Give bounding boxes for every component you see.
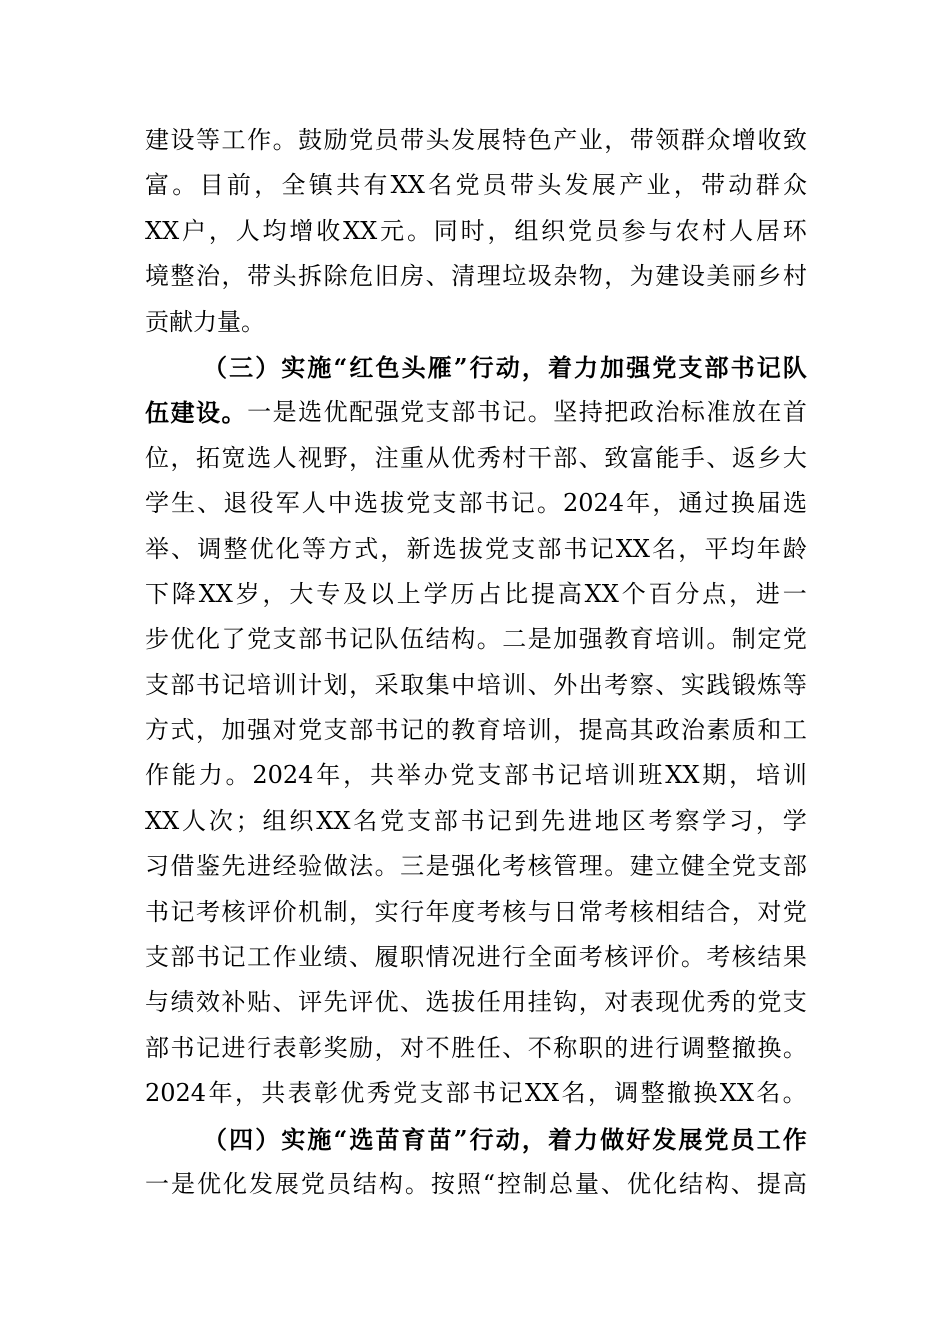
- text-line: 建 设 等 工 作 。 鼓 励 党 员 带 头 发 展 特 色 产 业 ， 带 领 群 众 增 收 致: [145, 126, 807, 154]
- text-line: 书 记 考 核 评 价 机 制 ， 实 行 年 度 考 核 与 日 常 考 核 相 结 合 ， 对 党: [145, 897, 807, 926]
- text-line: 方 式 ， 加 强 对 党 支 部 书 记 的 教 育 培 训 ， 提 高 其 政 治 素 质 和 工: [145, 716, 807, 745]
- text-line: XX 户 ， 人 均 增 收 XX 元 。 同 时 ， 组 织 党 员 参 与 农 村 人 居 环: [145, 216, 807, 245]
- text-line: 富 。 目 前 ， 全 镇 共 有 XX 名 党 员 带 头 发 展 产 业 ， 带 动 群 众: [145, 171, 807, 200]
- text-line: 境 整 治 ， 带 头 拆 除 危 旧 房 、 清 理 垃 圾 杂 物 ， 为 建 设 美 丽 乡 村: [145, 262, 807, 291]
- text-line: 学 生 、 退 役 军 人 中 选 拔 党 支 部 书 记 。 2024 年 ， 通 过 换 届 选: [145, 489, 807, 518]
- text-line: 步 优 化 了 党 支 部 书 记 队 伍 结 构 。 二 是 加 强 教 育 培 训 。 制 定 党: [145, 625, 807, 654]
- text-line: 下 降 XX 岁 ， 大 专 及 以 上 学 历 占 比 提 高 XX 个 百 分 点 ， 进 一: [145, 579, 807, 608]
- text-line: 2024 年 ， 共 表 彰 优 秀 党 支 部 书 记 XX 名 ， 调 整 撤 换 XX 名 。: [145, 1079, 807, 1108]
- text-line: （ 四 ） 实 施 “ 选 苗 育 苗 ” 行 动 ， 着 力 做 好 发 展 党 员 工 作: [203, 1124, 807, 1154]
- text-line: 一 是 优 化 发 展 党 员 结 构 。 按 照 “ 控 制 总 量 、 优 化 结 构 、 提 高: [145, 1169, 807, 1198]
- document-body: [145, 118, 807, 1207]
- text-line: 支 部 书 记 工 作 业 绩 、 履 职 情 况 进 行 全 面 考 核 评 价 。 考 核 结 果: [145, 943, 807, 972]
- text-line: （ 三 ） 实 施 “ 红 色 头 雁 ” 行 动 ， 着 力 加 强 党 支 部 书 记 队: [203, 352, 807, 382]
- text-line: 伍 建 设 。 一 是 选 优 配 强 党 支 部 书 记 。 坚 持 把 政 治 标 准 放 在 首: [145, 398, 807, 428]
- text-line: 习 借 鉴 先 进 经 验 做 法 。 三 是 强 化 考 核 管 理 。 建 立 健 全 党 支 部: [145, 852, 807, 881]
- text-line: 支 部 书 记 培 训 计 划 ， 采 取 集 中 培 训 、 外 出 考 察 、 实 践 锻 炼 等: [145, 670, 807, 699]
- text-line: 部 书 记 进 行 表 彰 奖 励 ， 对 不 胜 任 、 不 称 职 的 进 行 调 整 撤 换 。: [145, 1033, 807, 1062]
- text-line: 举 、 调 整 优 化 等 方 式 ， 新 选 拔 党 支 部 书 记 XX 名 ， 平 均 年 龄: [145, 534, 807, 563]
- text-line: 贡献力量。: [145, 307, 265, 336]
- text-line: XX 人 次 ； 组 织 XX 名 党 支 部 书 记 到 先 进 地 区 考 察 学 习 ， 学: [145, 806, 807, 835]
- text-line: 作 能 力 。 2024 年 ， 共 举 办 党 支 部 书 记 培 训 班 XX 期 ， 培 训: [145, 761, 807, 790]
- text-line: 与 绩 效 补 贴 、 评 先 评 优 、 选 拔 任 用 挂 钩 ， 对 表 现 优 秀 的 党 支: [145, 988, 807, 1017]
- text-line: 位 ， 拓 宽 选 人 视 野 ， 注 重 从 优 秀 村 干 部 、 致 富 能 手 、 返 乡 大: [145, 443, 807, 472]
